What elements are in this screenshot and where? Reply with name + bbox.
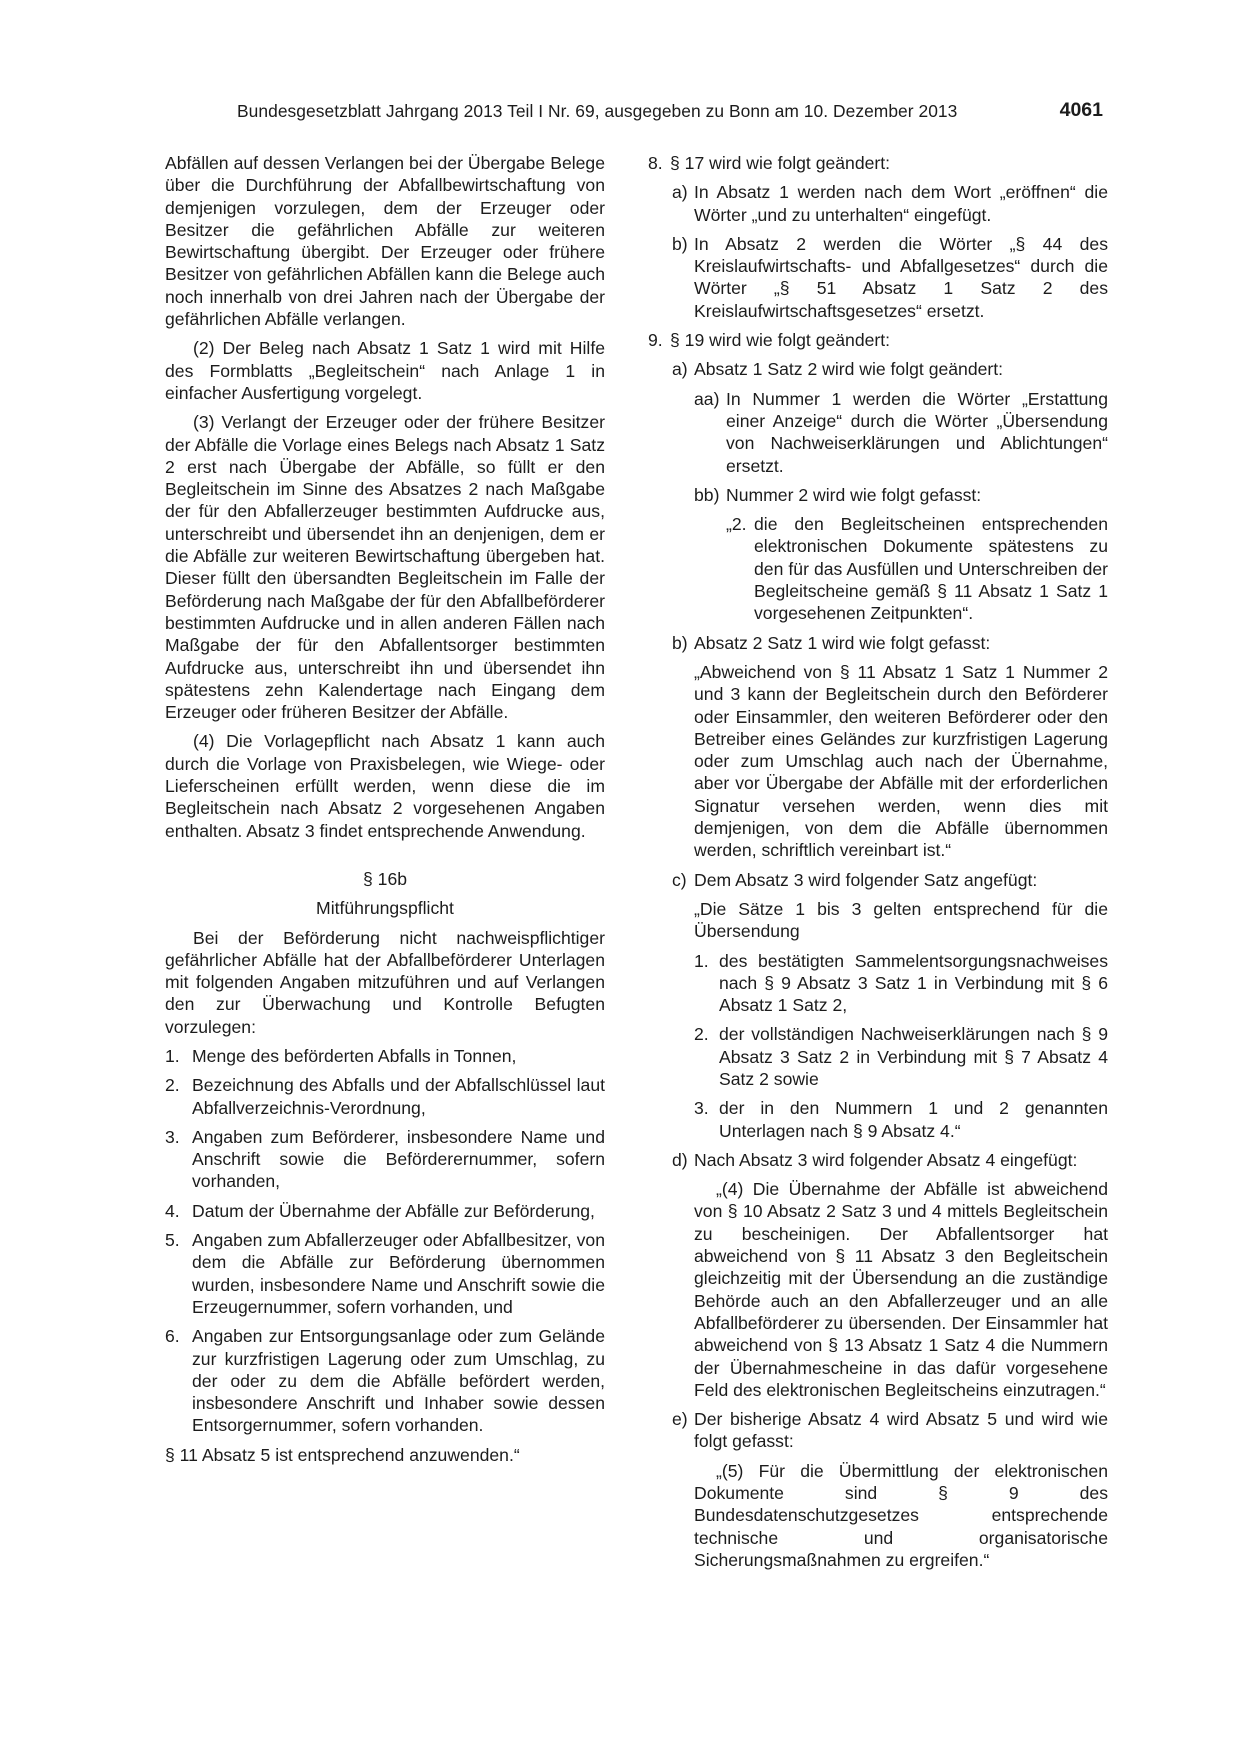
list-text: Bezeichnung des Abfalls und der Abfallschlüssel laut Abfallverzeichnis-Verordnung, [192,1075,605,1118]
sub-item-8a [648,181,1108,226]
sub-item-9a [648,358,1108,380]
list-item [648,1097,1108,1142]
sub-item-9b [648,632,1108,654]
item-number: 8. [648,153,663,173]
item-text: Absatz 1 Satz 2 wird wie folgt geändert: [694,359,1004,380]
list-text: Angaben zum Abfallerzeuger oder Abfallbesitzer, von dem die Abfälle zur Beförderung übernommen wurden, insbesondere Name und Anschrift sowie die Erzeugernummer, sofern vorhanden, und [192,1230,605,1317]
list-text: des bestätigten Sammelentsorgungsnachweises nach § 9 Absatz 3 Satz 1 in Verbindung mit § 6 Absatz 1 Satz 2, [719,950,1108,1016]
list-number: 2. [165,1075,180,1096]
header-title: Bundesgesetzblatt Jahrgang 2013 Teil I Nr. 69, ausgegeben zu Bonn am 10. Dezember 2013 [237,101,958,121]
item-letter: bb) [694,484,720,505]
item-letter: a) [672,182,688,203]
list-number: 2. [694,1024,709,1045]
item-letter: aa) [694,388,720,409]
list-number: 6. [165,1326,180,1347]
right-column [648,152,1108,1571]
item-text: § 17 wird wie folgt geändert: [670,153,891,173]
quoted-paragraph: „(4) Die Übernahme der Abfälle ist abweichend von § 10 Absatz 2 Satz 3 und 4 mittels Begleitschein zu bescheinigen. Der Abfallentsorger hat abweichend von § 11 Absatz 3 den Begleitschein gleichzeitig mit der Übersendung an die zuständige Behörde auch an den Abfallerzeuger und an alle Abfallbeförderer zu übersenden. Der Einsammler hat abweichend von § 13 Absatz 1 Satz 4 die Nummern der Übernahmescheine in das dafür vorgesehene Feld des elektronischen Begleitscheins einzutragen.“ [694,1179,1108,1400]
item-letter: c) [672,869,687,890]
paragraph-2: (2) Der Beleg nach Absatz 1 Satz 1 wird mit Hilfe des Formblatts „Begleitschein“ nach Anlage 1 in einfacher Ausfertigung vorgelegt. [165,338,605,403]
item-letter: a) [672,359,688,380]
list-item [165,1325,605,1436]
list-text: Datum der Übernahme der Abfälle zur Beförderung, [192,1200,595,1221]
paragraph-3: (3) Verlangt der Erzeuger oder der frühere Besitzer der Abfälle die Vorlage eines Belegs nach Absatz 1 Satz 2 erst nach Übergabe der Abfälle, so füllt er den Begleitschein im Sinne des Absatzes 2 nach Maßgabe der für den Abfallerzeuger bestimmten Aufdrucke aus, unterschreibt und übersendet ihn an denjenigen, dem er die Abfälle zur weiteren Bewirtschaftung übergeben hat. Dieser füllt den übersandten Begleitschein im Falle der Beförderung nach Maßgabe der für den Abfallbeförderer bestimmten Aufdrucke und in allen anderen Fällen nach Maßgabe der für den Abfallentsorger bestimmten Aufdrucke aus, unterschreibt ihn und übersendet ihn spätestens zehn Kalendertage nach Eingang dem Erzeuger oder früheren Besitzer der Abfälle. [165,412,605,723]
sub-item-9d [648,1149,1108,1171]
item-text: In Absatz 1 werden nach dem Wort „eröffnen“ die Wörter „und zu unterhalten“ eingefügt. [694,182,1108,225]
list-item [165,1045,605,1067]
amendment-item-8 [648,152,1108,174]
item-text: In Absatz 2 werden die Wörter „§ 44 des Kreislaufwirtschafts- und Abfallgesetzes“ durch die Wörter „§ 51 Absatz 1 Satz 2 des Kreislaufwirtschaftsgesetzes“ ersetzt. [694,233,1108,321]
running-header [165,100,1103,126]
list-number: 1. [694,950,709,971]
quoted-text: „Abweichend von § 11 Absatz 1 Satz 1 Nummer 2 und 3 kann der Begleitschein durch den Beförderer oder Einsammler, den weiteren Beförderer oder den Betreiber eines Geländes zur kurzfristigen Lagerung oder zum Umschlag auch nach der Übernahme, aber vor Übergabe der Abfälle mit der erforderlichen Signatur versehen werden, wenn dies mit demjenigen, von dem die Abfälle übernommen werden, schriftlich vereinbart ist.“ [694,661,1108,861]
sub-item-8b [648,233,1108,322]
list-item [165,1074,605,1119]
item-letter: d) [672,1149,688,1170]
left-column [165,152,605,1466]
list-text: Menge des beförderten Abfalls in Tonnen, [192,1045,517,1066]
closing-sentence: § 11 Absatz 5 ist entsprechend anzuwenden.“ [165,1444,520,1465]
item-letter: b) [672,632,688,653]
sub-item-9e [648,1408,1108,1453]
list-text: der vollständigen Nachweiserklärungen nach § 9 Absatz 3 Satz 2 in Verbindung mit § 7 Absatz 4 Satz 2 sowie [719,1024,1108,1089]
paragraph-continuation: Abfällen auf dessen Verlangen bei der Übergabe Belege über die Durchführung der Abfallbewirtschaftung von demjenigen vorzulegen, dem der Erzeuger oder Besitzer die gefährlichen Abfälle zur weiteren Bewirtschaftung übergibt. Der Erzeuger oder frühere Besitzer von gefährlichen Abfällen kann die Belege auch noch innerhalb von drei Jahren nach der Übergabe der gefährlichen Abfälle verlangen. [165,153,605,330]
sub-item-9bb [648,484,1108,506]
list-text: der in den Nummern 1 und 2 genannten Unterlagen nach § 9 Absatz 4.“ [719,1098,1108,1141]
sub-item-9c [648,869,1108,891]
list-item [165,1126,605,1193]
item-text: Absatz 2 Satz 1 wird wie folgt gefasst: [694,632,991,653]
list-item [165,1229,605,1318]
list-number: 3. [694,1098,709,1119]
sub-item-9aa [648,388,1108,477]
item-text: Der bisherige Absatz 4 wird Absatz 5 und wird wie folgt gefasst: [694,1409,1108,1452]
quoted-text: „Die Sätze 1 bis 3 gelten entsprechend für die Übersendung [694,898,1108,942]
paragraph-4: (4) Die Vorlagepflicht nach Absatz 1 kann auch durch die Vorlage von Praxisbelegen, wie Wiege- oder Lieferscheinen erfüllt werden, wenn diese die im Begleitschein nach Absatz 2 vorgesehenen Angaben enthalten. Absatz 3 findet entsprechende Anwendung. [165,731,605,841]
section-title: Mitführungspflicht [316,898,454,919]
list-item [165,1200,605,1222]
item-text: Dem Absatz 3 wird folgender Satz angefügt: [694,869,1038,890]
amendment-item-9 [648,329,1108,351]
item-text: Nummer 2 wird wie folgt gefasst: [726,484,982,505]
section-intro: Bei der Beförderung nicht nachweispflichtiger gefährlicher Abfälle hat der Abfallbeförderer Unterlagen mit folgenden Angaben mitzuführen und auf Verlangen den zur Überwachung und Kontrolle Befugten vorzulegen: [165,927,605,1037]
quoted-item [648,513,1108,624]
list-number: 5. [165,1230,180,1251]
list-item [648,950,1108,1017]
item-letter: e) [672,1409,688,1430]
list-number: 1. [165,1045,180,1066]
item-text: die den Begleitscheinen entsprechenden elektronischen Dokumente spätestens zu den für das Ausfüllen und Unterschreiben der Begleitscheine gemäß § 11 Absatz 1 Satz 1 vorgesehenen Zeitpunkten“. [754,514,1108,624]
list-text: Angaben zum Beförderer, insbesondere Name und Anschrift sowie die Beförderernummer, sofern vorhanden, [192,1126,605,1192]
item-text: § 19 wird wie folgt geändert: [670,330,891,351]
list-number: 4. [165,1200,180,1221]
section-number: § 16b [362,868,408,889]
item-text: Nach Absatz 3 wird folgender Absatz 4 eingefügt: [694,1149,1078,1170]
item-number: „2. [726,514,747,535]
item-letter: b) [672,233,688,254]
quoted-paragraph: „(5) Für die Übermittlung der elektronischen Dokumente sind § 9 des Bundesdatenschutzgesetzes entsprechende technische und organisatorische Sicherungsmaßnahmen zu ergreifen.“ [694,1460,1108,1570]
list-text: Angaben zur Entsorgungsanlage oder zum Gelände zur kurzfristigen Lagerung oder zum Umschlag, zu der oder zu dem die Abfälle befördert werden, insbesondere Anschrift und Inhaber sowie dessen Entsorgernummer, sofern vorhanden. [192,1326,605,1436]
page-number: 4061 [1059,99,1103,121]
item-number: 9. [648,330,663,351]
list-number: 3. [165,1126,180,1147]
item-text: In Nummer 1 werden die Wörter „Erstattung einer Anzeige“ durch die Wörter „Übersendung von Nachweiserklärungen und Ablichtungen“ ersetzt. [726,388,1108,476]
list-item [648,1023,1108,1090]
